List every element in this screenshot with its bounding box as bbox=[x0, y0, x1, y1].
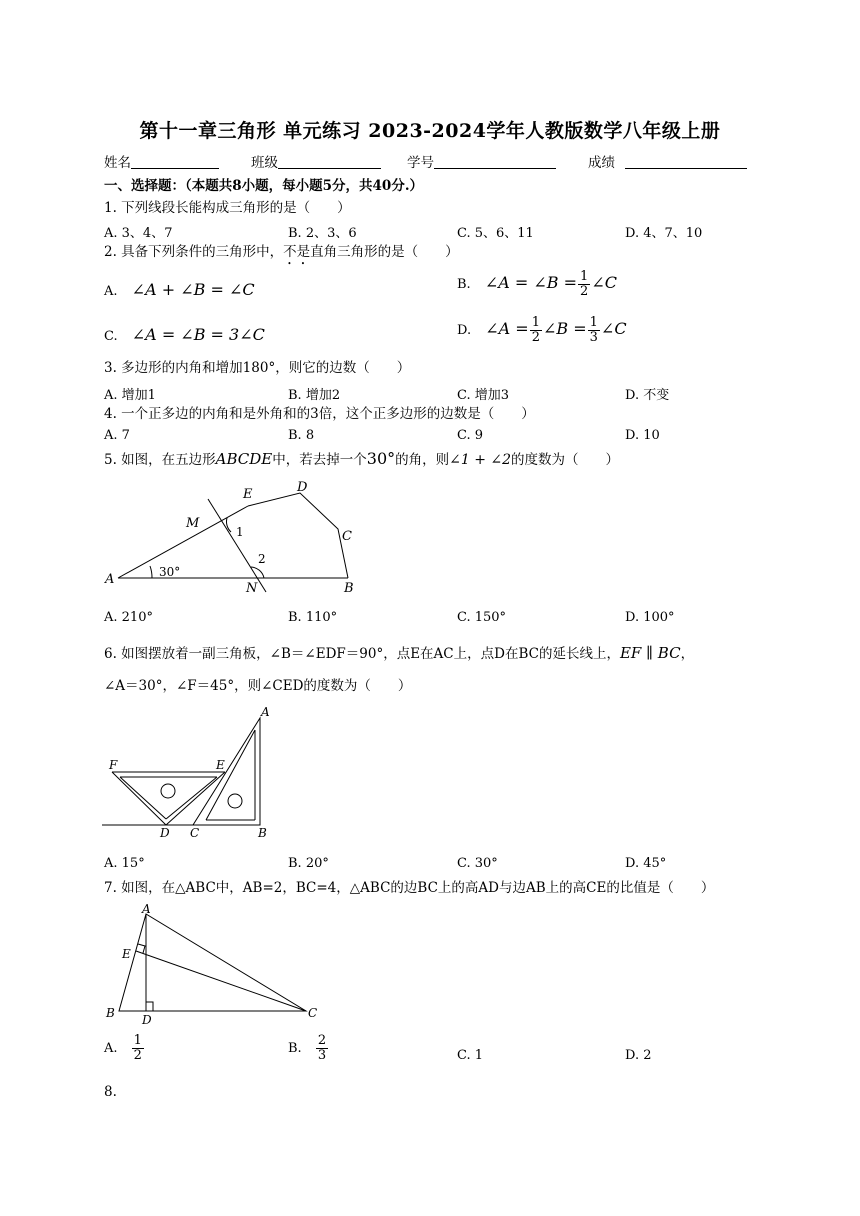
numerator: 1 bbox=[589, 315, 598, 330]
fraction bbox=[530, 316, 542, 345]
q5-figure bbox=[100, 476, 370, 600]
q3-option-b[interactable]: B. 增加2 bbox=[288, 388, 341, 403]
q4-option-b[interactable]: B. 8 bbox=[288, 428, 315, 443]
q3-option-d[interactable]: D. 不变 bbox=[625, 388, 670, 403]
q6-stem bbox=[104, 644, 694, 663]
q6-parallel: EF ∥ BC bbox=[619, 644, 681, 662]
q1-option-d[interactable]: D. 4、7、10 bbox=[625, 226, 703, 241]
q5-angle-value: 30° bbox=[366, 449, 396, 468]
option-expression: ∠A = bbox=[485, 319, 529, 338]
label-N: N bbox=[246, 581, 258, 596]
label-B: B bbox=[106, 1006, 115, 1020]
q5-stem-part: 中，若去掉一个 bbox=[272, 452, 367, 468]
option-expression: ∠B = bbox=[542, 319, 587, 338]
denominator: 2 bbox=[133, 1048, 142, 1063]
q4-stem: 4. 一个正多边的内角和是外角和的3倍，这个正多边形的边数是（ ） bbox=[104, 406, 535, 422]
q3-option-a[interactable]: A. 增加1 bbox=[104, 388, 156, 403]
q2-stem-part: 直角三角形的是（ ） bbox=[310, 244, 459, 260]
page-title: 第十一章三角形 单元练习 2023-2024学年人教版数学八年级上册 bbox=[139, 120, 721, 142]
label-D: D bbox=[297, 480, 308, 495]
option-expression: ∠A + ∠B = ∠C bbox=[131, 280, 255, 299]
name-label: 姓名 bbox=[104, 155, 131, 171]
numerator: 1 bbox=[133, 1033, 142, 1048]
q2-option-b[interactable] bbox=[457, 270, 617, 299]
q1-option-b[interactable]: B. 2、3、6 bbox=[288, 226, 357, 241]
q1-stem: 1. 下列线段长能构成三角形的是（ ） bbox=[104, 200, 351, 216]
label-B: B bbox=[344, 581, 354, 596]
denominator: 3 bbox=[589, 330, 598, 345]
q7-option-d[interactable]: D. 2 bbox=[625, 1048, 652, 1063]
q5-option-b[interactable]: B. 110° bbox=[288, 610, 338, 625]
q6-option-c[interactable]: C. 30° bbox=[457, 856, 498, 871]
denominator: 2 bbox=[580, 284, 589, 299]
q5-option-a[interactable]: A. 210° bbox=[104, 610, 153, 625]
q5-option-c[interactable]: C. 150° bbox=[457, 610, 507, 625]
q5-angle-sum: ∠1 + ∠2 bbox=[449, 452, 512, 468]
label-F: F bbox=[109, 758, 118, 772]
q8-stem: 8. bbox=[104, 1084, 117, 1100]
label-E: E bbox=[122, 947, 131, 961]
q6-option-b[interactable]: B. 20° bbox=[288, 856, 329, 871]
fraction bbox=[578, 270, 590, 299]
q7-option-c[interactable]: C. 1 bbox=[457, 1048, 484, 1063]
q1-option-c[interactable]: C. 5、6、11 bbox=[457, 226, 534, 241]
q2-stem bbox=[104, 243, 459, 268]
q6-stem-part: 6. 如图摆放着一副三角板，∠B＝∠EDF＝90°，点E在AC上，点D在BC的延长线上， bbox=[104, 646, 620, 662]
id-blank[interactable] bbox=[434, 154, 556, 169]
q5-polygon-name: ABCDE bbox=[215, 450, 273, 468]
q6-figure bbox=[100, 702, 290, 844]
label-M: M bbox=[186, 516, 200, 531]
q5-stem bbox=[104, 450, 619, 469]
q6-stem-part: ， bbox=[680, 646, 695, 662]
denominator: 3 bbox=[317, 1048, 327, 1063]
numerator: 1 bbox=[580, 269, 589, 284]
score-blank[interactable] bbox=[625, 154, 747, 169]
option-label: C. bbox=[104, 329, 118, 344]
numerator: 1 bbox=[531, 315, 540, 330]
label-D: D bbox=[160, 826, 170, 840]
class-blank[interactable] bbox=[278, 154, 381, 169]
option-expression: ∠A = ∠B = 3∠C bbox=[131, 325, 265, 344]
q2-stem-emphasis: 不是 bbox=[283, 244, 311, 260]
label-A: A bbox=[261, 705, 270, 719]
label-E: E bbox=[243, 487, 253, 502]
q7-figure bbox=[100, 900, 330, 1030]
q6-option-a[interactable]: A. 15° bbox=[104, 856, 145, 871]
label-30: 30° bbox=[159, 565, 181, 579]
label-D: D bbox=[142, 1013, 152, 1027]
option-expression: ∠A = ∠B = bbox=[484, 273, 578, 292]
q5-stem-part: 5. 如图，在五边形 bbox=[104, 452, 216, 468]
q5-stem-part: 的度数为（ ） bbox=[511, 452, 620, 468]
label-C: C bbox=[342, 529, 352, 544]
q7-option-b[interactable] bbox=[288, 1034, 329, 1063]
option-label: D. bbox=[457, 323, 472, 338]
option-label: B. bbox=[288, 1041, 302, 1056]
id-label: 学号 bbox=[407, 155, 434, 171]
q1-option-a[interactable]: A. 3、4、7 bbox=[104, 226, 173, 241]
id-field bbox=[407, 154, 556, 172]
option-label: A. bbox=[104, 1041, 118, 1056]
option-label: B. bbox=[457, 277, 471, 292]
score-field bbox=[588, 154, 747, 172]
option-label: A. bbox=[104, 284, 118, 299]
label-1: 1 bbox=[236, 525, 244, 539]
label-A: A bbox=[105, 572, 115, 587]
fraction bbox=[132, 1034, 144, 1063]
q2-option-c[interactable] bbox=[104, 325, 265, 344]
option-expression: ∠C bbox=[591, 273, 617, 292]
q7-stem: 7. 如图，在△ABC中，AB=2，BC=4，△ABC的边BC上的高AD与边AB上的高CE的比值是（ ） bbox=[104, 880, 715, 896]
q4-option-a[interactable]: A. 7 bbox=[104, 428, 130, 443]
option-expression: ∠C bbox=[600, 319, 627, 338]
q5-option-d[interactable]: D. 100° bbox=[625, 610, 675, 625]
label-C: C bbox=[190, 826, 200, 840]
class-field bbox=[251, 154, 381, 172]
q4-option-c[interactable]: C. 9 bbox=[457, 428, 484, 443]
label-E: E bbox=[216, 758, 225, 772]
info-row bbox=[104, 154, 219, 172]
denominator: 2 bbox=[531, 330, 540, 345]
q3-stem: 3. 多边形的内角和增加180°，则它的边数（ ） bbox=[104, 360, 411, 376]
name-blank[interactable] bbox=[131, 154, 219, 169]
q2-option-d[interactable] bbox=[457, 316, 627, 345]
q6-option-d[interactable]: D. 45° bbox=[625, 856, 667, 871]
label-C: C bbox=[308, 1006, 318, 1020]
fraction bbox=[316, 1034, 328, 1063]
fraction bbox=[588, 316, 600, 345]
q2-option-a[interactable] bbox=[104, 280, 255, 299]
numerator: 2 bbox=[317, 1033, 327, 1048]
q6-stem-line2: ∠A＝30°，∠F＝45°，则∠CED的度数为（ ） bbox=[104, 678, 412, 694]
q5-stem-part: 的角，则 bbox=[395, 452, 450, 468]
q7-option-a[interactable] bbox=[104, 1034, 145, 1063]
label-A: A bbox=[142, 902, 151, 916]
label-2: 2 bbox=[258, 552, 266, 566]
q4-option-d[interactable]: D. 10 bbox=[625, 428, 660, 443]
q3-option-c[interactable]: C. 增加3 bbox=[457, 388, 510, 403]
section-heading: 一、选择题：（本题共8小题，每小题5分，共40分.） bbox=[104, 178, 424, 194]
class-label: 班级 bbox=[251, 155, 278, 171]
q2-stem-part: 2. 具备下列条件的三角形中， bbox=[104, 244, 284, 260]
score-label: 成绩 bbox=[588, 155, 615, 171]
label-B: B bbox=[258, 826, 267, 840]
